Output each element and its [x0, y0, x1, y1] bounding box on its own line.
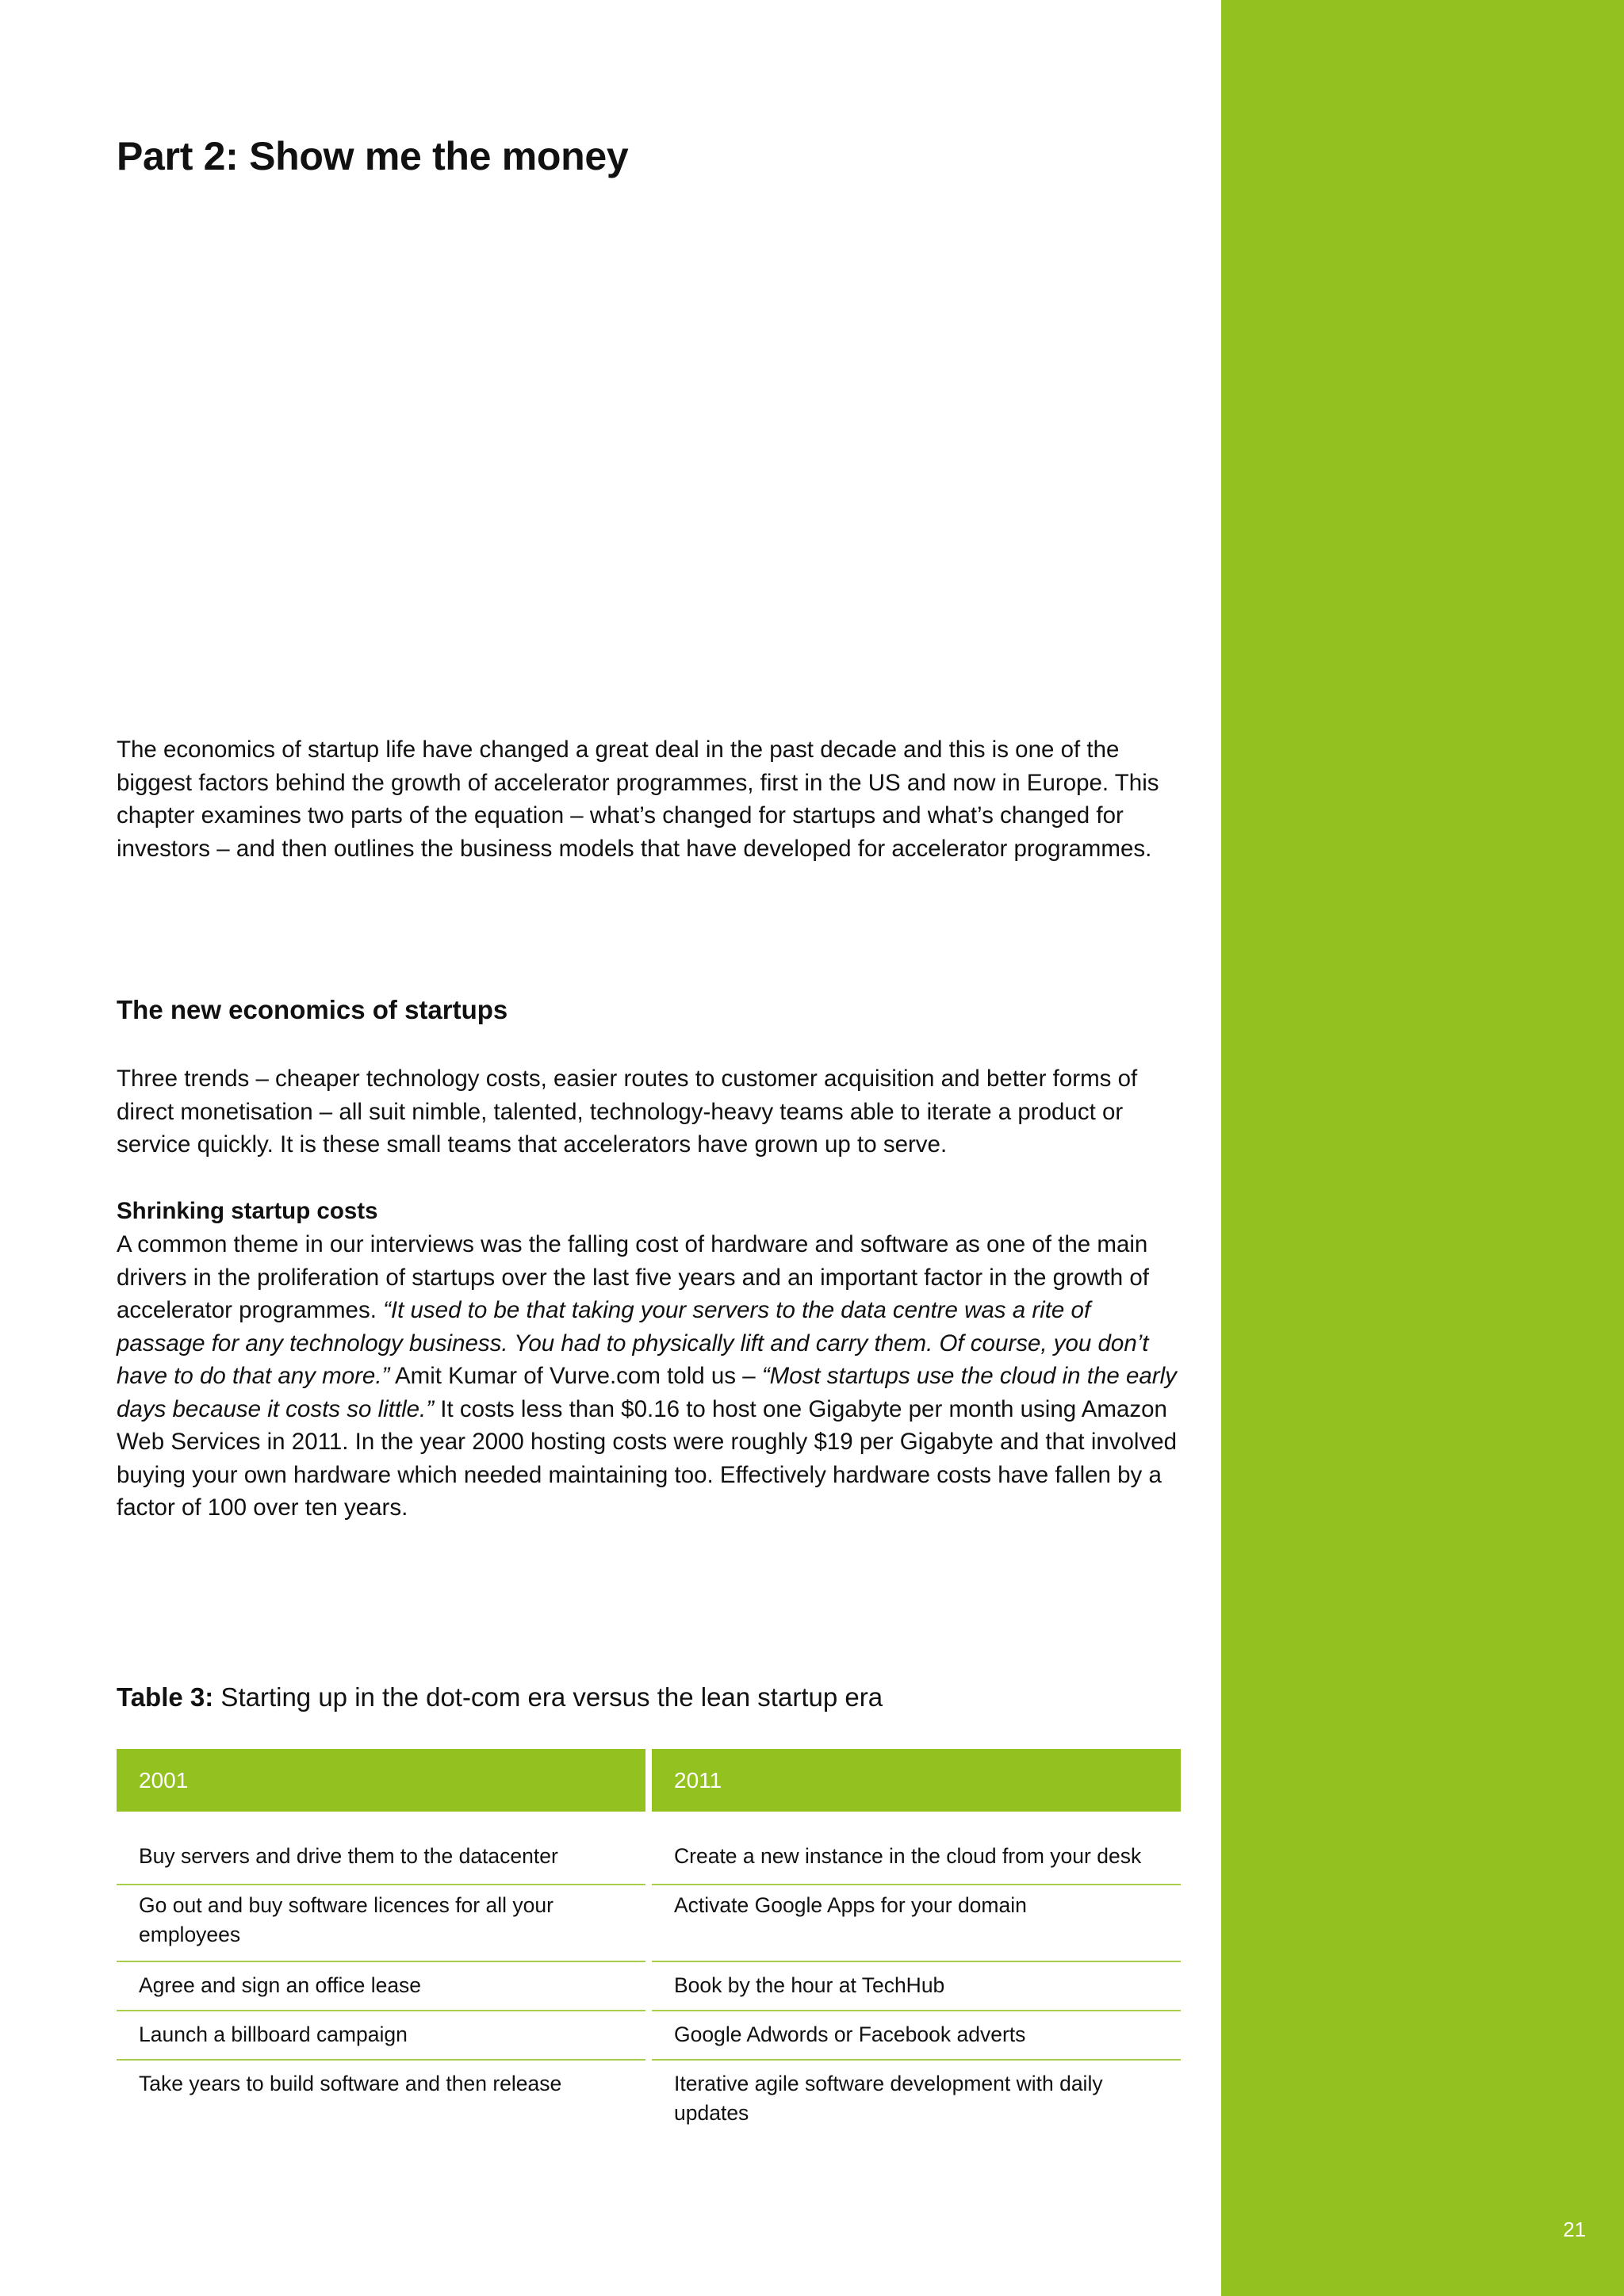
- table-cell: Google Adwords or Facebook adverts: [674, 2022, 1026, 2046]
- row-divider: [652, 1961, 1181, 1962]
- intro-paragraph: The economics of startup life have changed a great deal in the past decade and this is one of the biggest factors behind the growth of accelerator programmes, first in the US and now in Europe. This chapter examines two parts of the equation – what’s changed for startups and what’s changed for investors – and then outlines the business models that have developed for accelerator programmes.: [117, 737, 1159, 862]
- costs-text-1: A common theme in our interviews was the falling cost of hardware and software as one of the main drivers in the proliferation of startups over the last five years and an important factor in the growth of accelerator programmes.: [117, 1231, 1149, 1323]
- costs-text-2: Amit Kumar of Vurve.com told us –: [389, 1363, 762, 1389]
- table-column-2011: [652, 1749, 1181, 2125]
- quote-2: “Most startups use the cloud in the early days because it costs so little.”: [117, 1363, 1177, 1422]
- row-divider: [117, 2059, 645, 2061]
- costs-paragraph: [117, 1228, 1179, 1525]
- table-cell: Go out and buy software licences for all your employees: [139, 1893, 553, 1946]
- table-column-2001: [117, 1749, 645, 2095]
- table-header-2001: 2001: [117, 1749, 645, 1812]
- green-sidebar: [1221, 0, 1624, 2296]
- table-cell: Activate Google Apps for your domain: [674, 1893, 1027, 1917]
- row-divider: [652, 2059, 1181, 2061]
- table-caption-text: Starting up in the dot-com era versus the lean startup era: [213, 1682, 883, 1712]
- table-cell: Launch a billboard campaign: [139, 2022, 408, 2046]
- table-caption-label: Table 3:: [117, 1682, 214, 1712]
- trends-paragraph: Three trends – cheaper technology costs, easier routes to customer acquisition and better forms of direct monetisation – all suit nimble, talented, technology-heavy teams able to iterate a product or service quickly. It is these small teams that accelerators have grown up to serve.: [117, 1066, 1138, 1158]
- quote-1: “It used to be that taking your servers to the data centre was a rite of passage for any technology business. You had to physically lift and carry them. Of course, you don’t have to do that any more.”: [117, 1297, 1149, 1389]
- row-divider: [652, 2010, 1181, 2011]
- table-caption: [117, 1682, 883, 1712]
- page-number: 21: [1563, 2218, 1586, 2241]
- row-divider: [117, 1884, 645, 1885]
- row-divider: [652, 1884, 1181, 1885]
- sub-heading: Shrinking startup costs: [117, 1198, 378, 1224]
- part-title: Part 2: Show me the money: [117, 134, 629, 178]
- section-heading: The new economics of startups: [117, 995, 508, 1024]
- table-cell: Book by the hour at TechHub: [674, 1973, 945, 1997]
- table-header-2011: 2011: [652, 1749, 1181, 1812]
- table-cell: Take years to build software and then release: [139, 2072, 562, 2095]
- costs-text-3: It costs less than $0.16 to host one Gigabyte per month using Amazon Web Services in 2011. In the year 2000 hosting costs were roughly $19 per Gigabyte and that involved buying your own hardware which needed maintaining too. Effectively hardware costs have fallen by a factor of 100 over ten years.: [117, 1395, 1178, 1521]
- row-divider: [117, 1961, 645, 1962]
- row-divider: [117, 2010, 645, 2011]
- table-cell: Create a new instance in the cloud from your desk: [674, 1844, 1142, 1868]
- table-cell: Agree and sign an office lease: [139, 1973, 422, 1997]
- table-cell: Iterative agile software development with daily updates: [674, 2072, 1103, 2125]
- table-cell: Buy servers and drive them to the datacenter: [139, 1844, 558, 1868]
